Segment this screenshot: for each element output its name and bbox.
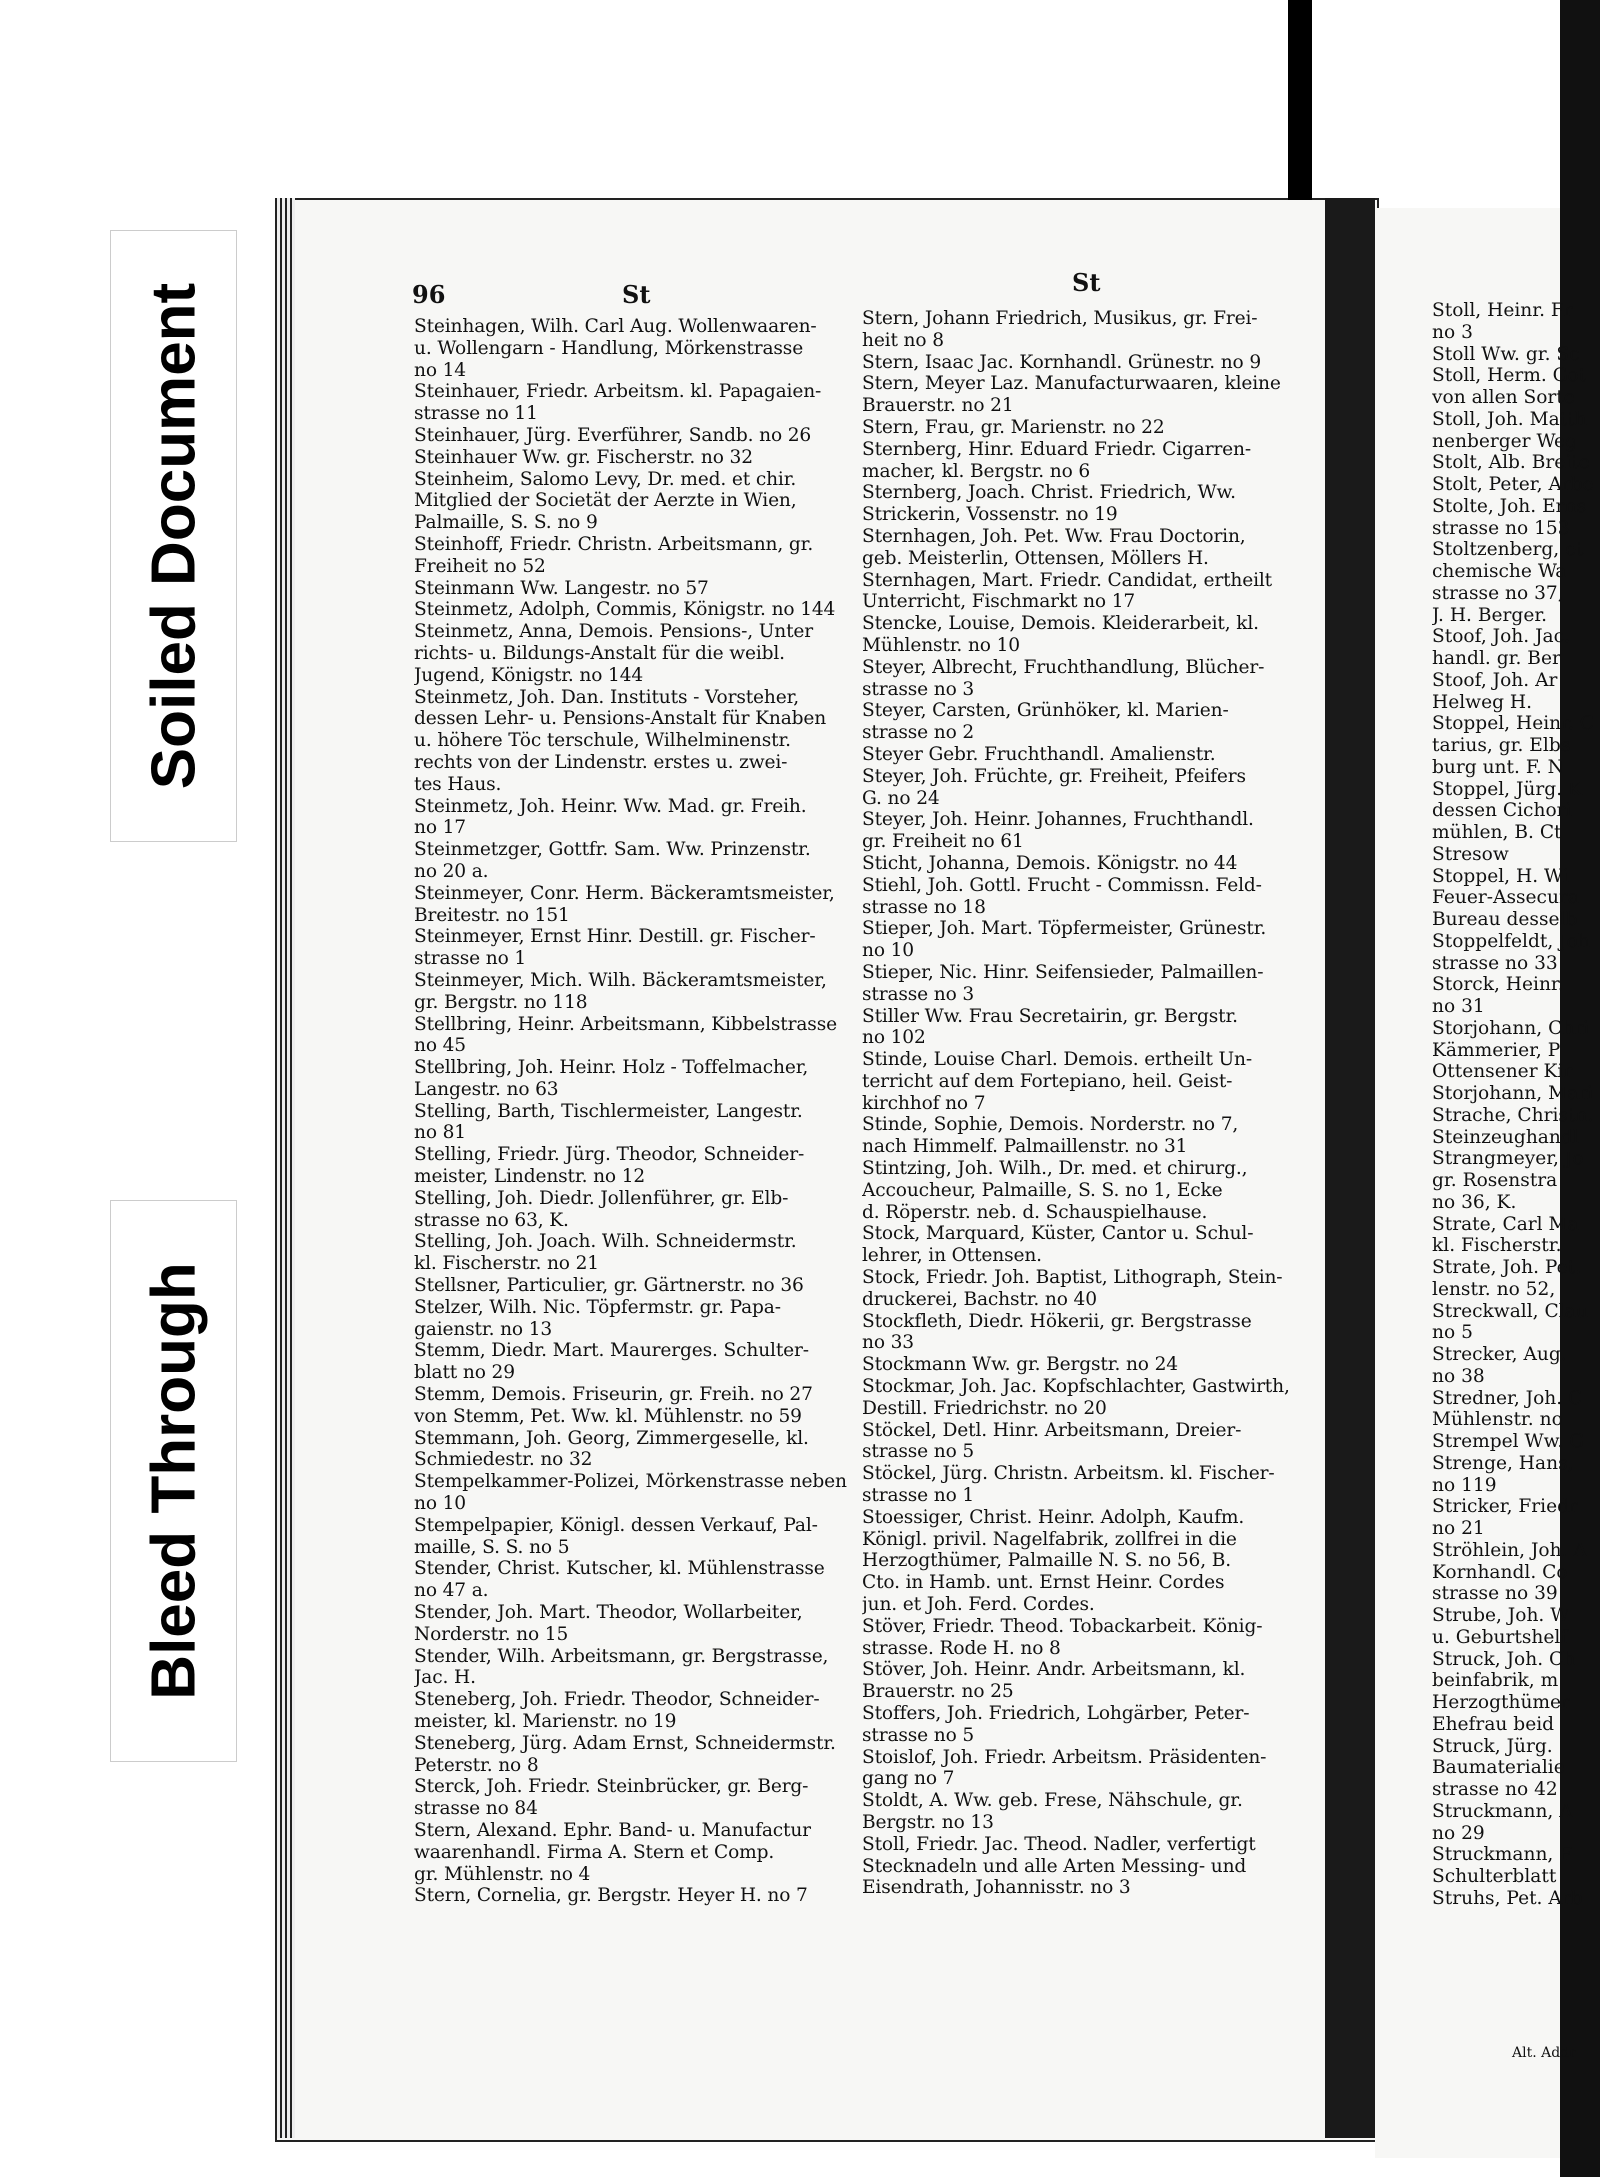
directory-entry-line: Mühlenstr. no 10 [862,634,1020,656]
directory-entry-line: Unterricht, Fischmarkt no 17 [862,591,1136,613]
directory-entry-line: Stintzing, Joh. Wilh., Dr. med. et chirurg., [862,1158,1248,1180]
directory-entry-line: Stiller Ww. Frau Secretairin, gr. Bergstr. [862,1005,1238,1027]
directory-entry-line: no 119 [1432,1474,1497,1496]
directory-entry-line: no 81 [414,1122,466,1144]
directory-entry-line: Brauerstr. no 25 [862,1681,1014,1703]
footer-note: Alt. Addr [1512,2045,1576,2061]
directory-entry-line: no 102 [862,1027,926,1049]
directory-entry-line: strasse no 63, K. [414,1209,569,1231]
directory-entry-line: Stecknadeln und alle Arten Messing- und [862,1855,1247,1877]
directory-entry-line: gang no 7 [862,1768,955,1790]
directory-entry-line: no 29 [1432,1822,1485,1844]
directory-entry-line: Stockfleth, Diedr. Hökerii, gr. Bergstrasse [862,1310,1252,1332]
directory-entry-line: Stelzer, Wilh. Nic. Töpfermstr. gr. Papa- [414,1296,781,1318]
directory-entry-line: Steinmeyer, Ernst Hinr. Destill. gr. Fischer- [414,926,816,948]
directory-entry-line: Struhs, Pet. Arb [1432,1887,1583,1909]
directory-entry-line: Stoll, Herm. Got [1432,365,1587,387]
directory-entry-line: no 20 a. [414,860,489,882]
directory-entry-line: Stöver, Joh. Heinr. Andr. Arbeitsmann, kl. [862,1659,1246,1681]
directory-entry-line: Steinhauer, Friedr. Arbeitsm. kl. Papagaien- [414,381,822,403]
directory-entry-line: Mitglied der Societät der Aerzte in Wien, [414,490,797,512]
directory-entry-line: Stellbring, Joh. Heinr. Holz - Toffelmacher, [414,1057,809,1079]
directory-entry-line: Stemmann, Joh. Georg, Zimmergeselle, kl. [414,1427,809,1449]
directory-entry-line: Streckwall, Clau [1432,1300,1588,1322]
directory-entry-line: gaienstr. no 13 [414,1318,553,1340]
directory-entry-line: Stelling, Joh. Diedr. Jollenführer, gr. Elb- [414,1187,789,1209]
directory-entry-line: no 33 [862,1332,914,1354]
directory-entry-line: Stern, Meyer Laz. Manufacturwaaren, kleine [862,373,1281,395]
directory-entry-line: Stockmann Ww. gr. Bergstr. no 24 [862,1354,1178,1376]
directory-entry-line: Sternberg, Hinr. Eduard Friedr. Cigarren- [862,438,1251,460]
directory-entry-line: Stoll, Friedr. Jac. Theod. Nadler, verfertigt [862,1833,1256,1855]
directory-entry-line: Stempelpapier, Königl. dessen Verkauf, Pal- [414,1514,818,1536]
directory-entry-line: Stoll, Joh. Matth [1432,408,1587,430]
directory-entry-line: Helweg H. [1432,691,1533,713]
directory-entry-line: Baumaterialie [1432,1757,1565,1779]
directory-entry-line: Stoislof, Joh. Friedr. Arbeitsm. Präsidenten- [862,1746,1267,1768]
directory-entry-line: Mühlenstr. no [1432,1409,1563,1431]
directory-entry-line: nenberger Weg [1432,430,1577,452]
tab-label-bottom: Bleed Through [139,1262,208,1700]
directory-entry-line: richts- u. Bildungs-Anstalt für die weibl. [414,642,785,664]
directory-entry-line: strasse no 153 [1432,517,1570,539]
directory-entry-line: Stricker, Friedr [1432,1496,1578,1518]
directory-entry-line: Peterstr. no 8 [414,1754,539,1776]
directory-entry-line: G. no 24 [862,787,940,809]
directory-entry-line: Stender, Christ. Kutscher, kl. Mühlenstrasse [414,1558,825,1580]
directory-entry-line: Stieper, Joh. Mart. Töpfermeister, Grünestr. [862,918,1267,940]
directory-entry-line: Strache, Christn. [1432,1104,1594,1126]
directory-entry-line: tes Haus. [414,773,502,795]
directory-entry-line: Cto. in Hamb. unt. Ernst Heinr. Cordes [862,1572,1225,1594]
directory-entry-line: Stoll, Heinr. Fr [1432,300,1573,321]
directory-column-1 [414,316,870,1907]
directory-entry-line: strasse no 3 [862,983,975,1005]
directory-entry-line: Struck, Joh. Ch [1432,1648,1576,1670]
directory-entry-line: Steyer, Carsten, Grünhöker, kl. Marien- [862,700,1229,722]
header-right: St [1072,268,1101,297]
directory-entry-line: Destill. Friedrichstr. no 20 [862,1397,1107,1419]
directory-entry-line: Palmaille, S. S. no 9 [414,512,598,534]
directory-entry-line: Steyer, Albrecht, Fruchthandlung, Blücher- [862,656,1265,678]
directory-entry-line: Steinhoff, Friedr. Christn. Arbeitsmann, gr. [414,533,814,555]
directory-entry-line: jun. et Joh. Ferd. Cordes. [862,1594,1095,1616]
tab-bleed-through [110,1200,237,1762]
directory-entry-line: tarius, gr. Elbs [1432,735,1571,756]
directory-entry-line: Stellbring, Heinr. Arbeitsmann, Kibbelstrasse [414,1013,837,1035]
directory-entry-line: Stern, Isaac Jac. Kornhandl. Grünestr. no 9 [862,351,1262,373]
directory-entry-line: Strickerin, Vossenstr. no 19 [862,504,1118,526]
directory-entry-line: Stoldt, A. Ww. geb. Frese, Nähschule, gr. [862,1790,1243,1812]
directory-entry-line: Stockmar, Joh. Jac. Kopfschlachter, Gastwirth, [862,1376,1290,1398]
directory-entry-line: Ströhlein, Joh. A [1432,1539,1587,1561]
directory-entry-line: Stieper, Nic. Hinr. Seifensieder, Palmaillen- [862,961,1264,983]
directory-entry-line: Stresow [1432,843,1509,865]
directory-entry-line: Stern, Cornelia, gr. Bergstr. Heyer H. no 7 [414,1885,808,1907]
directory-entry-line: Storjohann, Mari [1432,1083,1594,1104]
directory-entry-line: Stoppel, Jürg. K [1432,778,1582,800]
directory-entry-line: Accoucheur, Palmaille, S. S. no 1, Ecke [862,1179,1223,1201]
directory-entry-line: Strangmeyer, Jo [1432,1148,1584,1170]
directory-entry-line: Steinmeyer, Mich. Wilh. Bäckeramtsmeister, [414,969,827,991]
directory-entry-line: strasse no 5 [862,1441,975,1463]
directory-entry-line: strasse no 42 [1432,1779,1558,1800]
directory-entry-line: Stellsner, Particulier, gr. Gärtnerstr. no 36 [414,1275,804,1297]
directory-entry-line: burg unt. F. N [1432,756,1564,778]
directory-entry-line: waarenhandl. Firma A. Stern et Comp. [414,1841,775,1863]
directory-entry-line: no 36, K. [1432,1191,1517,1213]
directory-entry-line: von allen Sorte [1432,387,1575,408]
directory-entry-line: meister, Lindenstr. no 12 [414,1166,646,1188]
directory-entry-line: kl. Fischerstr. no 21 [414,1253,599,1275]
directory-entry-line: Stöckel, Jürg. Christn. Arbeitsm. kl. Fischer- [862,1463,1275,1485]
directory-entry-line: Storck, Heinr. [1432,974,1564,996]
directory-entry-line: lehrer, in Ottensen. [862,1245,1042,1267]
directory-entry-line: Sternberg, Joach. Christ. Friedrich, Ww. [862,482,1236,504]
directory-entry-line: Stoltzenberg, et [1432,539,1584,561]
directory-entry-line: Stemm, Diedr. Mart. Maurerges. Schulter- [414,1340,809,1362]
directory-entry-line: Steinmeyer, Conr. Herm. Bäckeramtsmeister, [414,882,835,904]
directory-entry-line: strasse no 1 [414,948,527,970]
directory-entry-line: Feuer-Assecura [1432,887,1579,909]
directory-entry-line: no 45 [414,1035,466,1057]
directory-entry-line: Stock, Friedr. Joh. Baptist, Lithograph, Stein- [862,1267,1283,1289]
spine-shadow [1288,0,1312,200]
directory-entry-line: Sternhagen, Mart. Friedr. Candidat, ertheilt [862,569,1272,591]
directory-entry-line: strasse no 11 [414,403,538,425]
directory-entry-line: u. Geburtshelf [1432,1626,1568,1648]
directory-entry-line: maille, S. S. no 5 [414,1536,570,1558]
directory-entry-line: J. H. Berger. [1432,604,1548,626]
directory-entry-line: no 17 [414,817,466,839]
directory-entry-line: Stoppelfeldt, Joh [1432,930,1590,952]
directory-entry-line: blatt no 29 [414,1362,515,1384]
directory-entry-line: gr. Bergstr. no 118 [414,991,588,1013]
tab-label-top: Soiled Document [139,282,208,790]
directory-entry-line: Stender, Joh. Mart. Theodor, Wollarbeiter, [414,1602,803,1624]
directory-entry-line: dessen Lehr- u. Pensions-Anstalt für Knaben [414,708,827,730]
directory-entry-line: Stoessiger, Christ. Heinr. Adolph, Kaufm. [862,1506,1245,1528]
directory-entry-line: Steinheim, Salomo Levy, Dr. med. et chir. [414,468,797,490]
directory-entry-line: no 3 [1432,321,1473,343]
directory-entry-line: macher, kl. Bergstr. no 6 [862,460,1091,482]
directory-entry-line: heit no 8 [862,329,944,351]
directory-column-2 [862,308,1322,1899]
header-left: St [622,280,651,309]
directory-entry-line: Stoof, Joh. Ar [1432,669,1558,691]
directory-entry-line: Stender, Wilh. Arbeitsmann, gr. Bergstrasse, [414,1645,829,1667]
directory-entry-line: terricht auf dem Fortepiano, heil. Geist- [862,1070,1233,1092]
directory-entry-line: Storjohann, Chri [1432,1017,1590,1039]
directory-entry-line: Stern, Alexand. Ephr. Band- u. Manufactur [414,1819,811,1841]
directory-entry-line: strasse no 1 [862,1485,975,1507]
directory-entry-line: u. höhere Töc terschule, Wilhelminenstr. [414,730,791,752]
directory-entry-line: Eisendrath, Johannisstr. no 3 [862,1877,1131,1899]
directory-entry-line: Steinmann Ww. Langestr. no 57 [414,577,709,599]
directory-entry-line: Steyer, Joh. Früchte, gr. Freiheit, Pfeifers [862,765,1246,787]
directory-entry-line: Stelling, Friedr. Jürg. Theodor, Schneider- [414,1144,805,1166]
directory-entry-line: Strecker, Aug. [1432,1344,1567,1365]
directory-entry-line: Kornhandl. Co [1432,1561,1568,1583]
directory-entry-line: Steinmetz, Adolph, Commis, Königstr. no 144 [414,599,836,621]
directory-entry-line: Schmiedestr. no 32 [414,1449,593,1471]
directory-entry-line: Stock, Marquard, Küster, Cantor u. Schul- [862,1223,1254,1245]
directory-entry-line: mühlen, B. Ct [1432,822,1562,843]
directory-entry-line: Steyer Gebr. Fruchthandl. Amalienstr. [862,743,1216,765]
directory-entry-line: Steinmetzger, Gottfr. Sam. Ww. Prinzenstr. [414,839,811,861]
directory-entry-line: Stern, Frau, gr. Marienstr. no 22 [862,416,1165,438]
directory-entry-line: Stinde, Sophie, Demois. Norderstr. no 7, [862,1114,1239,1136]
directory-entry-line: Strube, Joh. W [1432,1605,1570,1626]
directory-entry-line: chemische Wa [1432,561,1567,582]
directory-entry-line: Brauerstr. no 21 [862,395,1014,417]
directory-entry-line: Stemm, Demois. Friseurin, gr. Freih. no 27 [414,1384,813,1406]
page-number: 96 [412,280,446,309]
directory-entry-line: geb. Meisterlin, Ottensen, Möllers H. [862,547,1209,569]
directory-entry-line: Stolt, Alb. Breite [1432,452,1590,474]
directory-entry-line: Stelling, Joh. Joach. Wilh. Schneidermstr. [414,1231,797,1253]
directory-entry-line: strasse. Rode H. no 8 [862,1637,1061,1659]
directory-entry-line: Stoof, Joh. Jac. [1432,626,1570,648]
directory-entry-line: Stöckel, Detl. Hinr. Arbeitsmann, Dreier- [862,1419,1242,1441]
directory-entry-line: Jugend, Königstr. no 144 [414,664,644,686]
directory-entry-line: Steinhauer, Jürg. Everführer, Sandb. no 26 [414,424,812,446]
directory-entry-line: handl. gr. Ber [1432,648,1561,669]
directory-entry-line: gr. Rosenstra [1432,1170,1558,1191]
directory-entry-line: Jac. H. [414,1667,476,1689]
directory-entry-line: no 38 [1432,1365,1485,1387]
directory-entry-line: strasse no 5 [862,1724,975,1746]
directory-entry-line: Sticht, Johanna, Demois. Königstr. no 44 [862,852,1238,874]
directory-entry-line: Stoppel, Heinr. C [1432,713,1595,735]
directory-entry-line: gr. Mühlenstr. no 4 [414,1863,591,1885]
directory-entry-line: no 47 a. [414,1580,489,1602]
directory-entry-line: Stinde, Louise Charl. Demois. ertheilt Un- [862,1049,1253,1071]
directory-entry-line: Strenge, Hans, [1432,1452,1574,1474]
directory-entry-line: Steinhagen, Wilh. Carl Aug. Wollenwaaren- [414,316,817,337]
directory-entry-line: gr. Freiheit no 61 [862,831,1024,853]
directory-entry-line: Steyer, Joh. Heinr. Johannes, Fruchthandl. [862,809,1254,831]
directory-entry-line: Schulterblatt [1432,1866,1557,1887]
tab-soiled-document [110,230,237,842]
directory-entry-line: Ottensener Kir [1432,1061,1573,1083]
directory-entry-line: Steinzeughandl [1432,1126,1579,1148]
directory-entry-line: Steinmetz, Anna, Demois. Pensions-, Unter [414,621,814,643]
directory-entry-line: Stiehl, Joh. Gottl. Frucht - Commissn. Feld- [862,874,1262,896]
directory-entry-line: Bureau desselb [1432,909,1578,930]
directory-entry-line: von Stemm, Pet. Ww. kl. Mühlenstr. no 59 [414,1405,802,1427]
directory-entry-line: u. Wollengarn - Handlung, Mörkenstrasse [414,337,804,359]
directory-entry-line: Stolt, Peter, Arbe [1432,474,1594,495]
directory-entry-line: Steneberg, Jürg. Adam Ernst, Schneidermstr. [414,1732,836,1754]
directory-entry-line: Steinmetz, Joh. Heinr. Ww. Mad. gr. Freih. [414,795,807,817]
directory-entry-line: no 5 [1432,1322,1473,1344]
directory-entry-line: Struck, Jürg. [1432,1735,1553,1757]
directory-entry-line: druckerei, Bachstr. no 40 [862,1288,1097,1310]
directory-entry-line: no 10 [414,1493,466,1515]
directory-entry-line: Sterck, Joh. Friedr. Steinbrücker, gr. Berg- [414,1776,809,1798]
directory-entry-line: Kämmerier, P [1432,1039,1561,1061]
directory-entry-line: no 31 [1432,996,1485,1017]
directory-entry-line: Strempel Ww. G [1432,1431,1584,1452]
directory-entry-line: Königl. privil. Nagelfabrik, zollfrei in die [862,1528,1237,1550]
directory-entry-line: Steinhauer Ww. gr. Fischerstr. no 32 [414,446,753,468]
directory-entry-line: kl. Fischerstr. [1432,1235,1562,1257]
directory-column-3 [1432,300,1600,1910]
directory-entry-line: Stoffers, Joh. Friedrich, Lohgärber, Peter- [862,1703,1250,1724]
directory-entry-line: Strate, Carl Ma [1432,1213,1579,1235]
directory-entry-line: strasse no 84 [414,1798,538,1820]
directory-entry-line: Herzogthümer [1432,1692,1570,1713]
directory-entry-line: dessen Cichori [1432,800,1572,822]
directory-entry-line: beinfabrik, m [1432,1670,1559,1692]
directory-entry-line: Struckmann, A [1432,1800,1573,1822]
directory-entry-line: d. Röperstr. neb. d. Schauspielhause. [862,1201,1208,1223]
directory-entry-line: Freiheit no 52 [414,555,546,577]
directory-entry-line: strasse no 18 [862,896,986,918]
directory-entry-line: Stoll Ww. gr. Sc [1432,343,1580,365]
directory-entry-line: Steneberg, Joh. Friedr. Theodor, Schneider- [414,1689,820,1711]
page-edge [275,198,295,2138]
directory-entry-line: Stredner, Joh. C [1432,1387,1583,1409]
directory-entry-line: no 14 [414,359,466,381]
directory-entry-line: strasse no 2 [862,722,975,744]
directory-entry-line: Stern, Johann Friedrich, Musikus, gr. Frei- [862,308,1258,329]
directory-entry-line: Stolte, Joh. Erns [1432,495,1587,517]
directory-entry-line: lenstr. no 52, [1432,1278,1556,1300]
directory-entry-line: Struckmann, F [1432,1844,1573,1866]
directory-entry-line: strasse no 3 [862,678,975,700]
book-gutter [1325,198,1375,2138]
directory-entry-line: Herzogthümer, Palmaille N. S. no 56, B. [862,1550,1231,1572]
directory-entry-line: rechts von der Lindenstr. erstes u. zwei- [414,751,788,773]
directory-entry-line: Stencke, Louise, Demois. Kleiderarbeit, kl. [862,613,1259,635]
directory-entry-line: no 21 [1432,1518,1485,1539]
directory-entry-line: kirchhof no 7 [862,1092,986,1114]
directory-entry-line: Stoppel, H. Wi [1432,865,1569,887]
directory-entry-line: strasse no 37, [1432,582,1564,604]
directory-entry-line: Stöver, Friedr. Theod. Tobackarbeit. König- [862,1615,1263,1637]
directory-entry-line: Langestr. no 63 [414,1078,559,1100]
directory-entry-line: no 10 [862,940,914,962]
directory-entry-line: Breitestr. no 151 [414,904,570,926]
directory-entry-line: Steinmetz, Joh. Dan. Instituts - Vorsteher, [414,686,800,708]
directory-entry-line: strasse no 33 [1432,952,1558,974]
directory-entry-line: Stempelkammer-Polizei, Mörkenstrasse neben [414,1471,847,1493]
directory-entry-line: Ehefrau beid [1432,1713,1555,1735]
directory-entry-line: Stelling, Barth, Tischlermeister, Langestr. [414,1100,803,1122]
directory-entry-line: strasse no 39 [1432,1583,1558,1605]
directory-entry-line: nach Himmelf. Palmaillenstr. no 31 [862,1136,1188,1158]
directory-entry-line: Norderstr. no 15 [414,1623,569,1645]
directory-entry-line: meister, kl. Marienstr. no 19 [414,1711,677,1732]
directory-entry-line: Bergstr. no 13 [862,1811,994,1833]
directory-entry-line: Strate, Joh. Pet. [1432,1257,1581,1278]
directory-entry-line: Sternhagen, Joh. Pet. Ww. Frau Doctorin, [862,525,1246,547]
